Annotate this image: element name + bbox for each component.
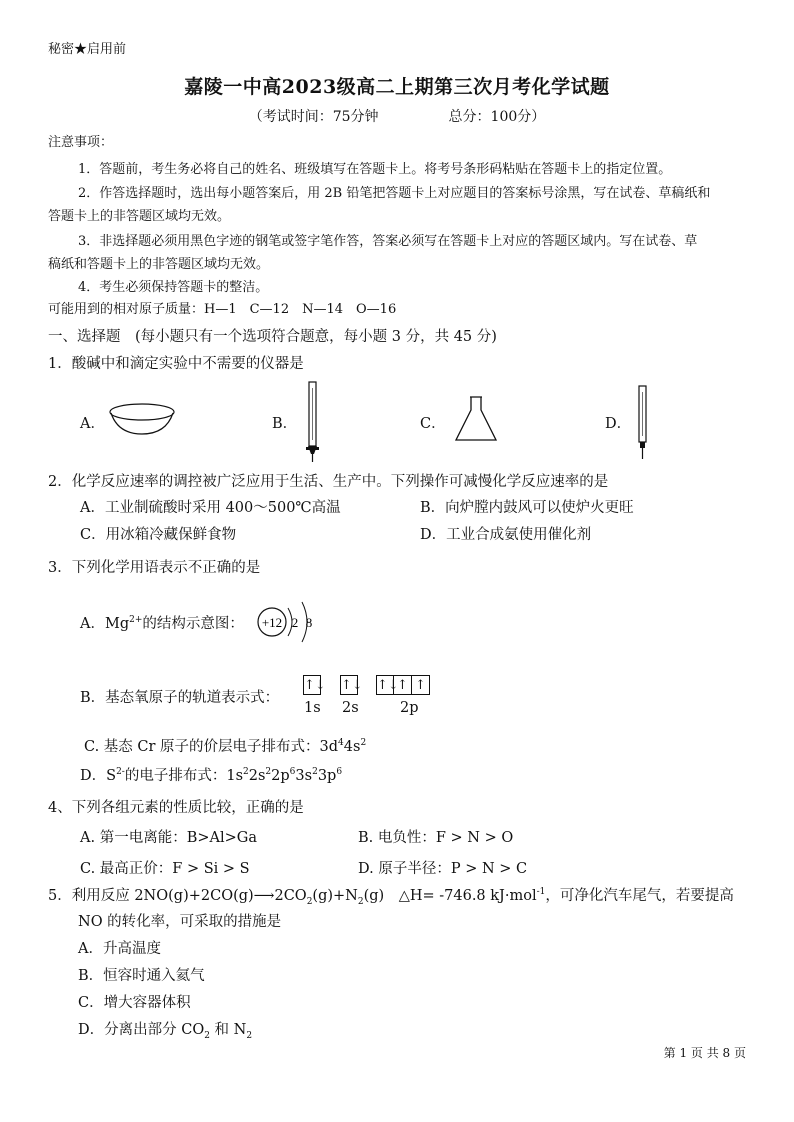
shell-2-electrons: 8 bbox=[305, 615, 313, 630]
notice-item-2: 2．作答选择题时，选出每小题答案后，用 2B 铅笔把答题卡上对应题目的答案标号涂黑，写在试卷、草稿纸和 bbox=[78, 186, 711, 201]
page-number: 第 1 页 共 8 页 bbox=[663, 1046, 746, 1060]
q3-d-c2: 2 bbox=[265, 767, 272, 778]
orbital-box-2s: ↑↓ bbox=[340, 675, 358, 695]
secret-label: 秘密★启用前 bbox=[48, 42, 127, 57]
q2-option-c: C．用冰箱冷藏保鲜食物 bbox=[80, 527, 237, 543]
q4-option-d: D. 原子半径：P > N > C bbox=[358, 861, 528, 877]
q3-option-d bbox=[80, 764, 342, 785]
q3-option-b: B．基态氧原子的轨道表示式： bbox=[80, 690, 280, 706]
q2-option-a: A．工业制硫酸时采用 400～500℃高温 bbox=[80, 500, 341, 516]
notice-item-2-cont: 答题卡上的非答题区域均无效。 bbox=[48, 209, 231, 224]
evaporating-dish-icon bbox=[106, 398, 180, 440]
q3-d-c6: 2 bbox=[312, 767, 318, 778]
q5-stem-dh: (g) △H= -746.8 kJ·mol bbox=[363, 888, 537, 904]
orbital-box-1s: ↑↓ bbox=[303, 675, 321, 695]
q5-sub2: 2 bbox=[357, 896, 364, 907]
exam-score: 总分：100分） bbox=[448, 109, 546, 125]
orbital-2p bbox=[376, 675, 430, 695]
q4-option-c: C. 最高正价：F > Si > S bbox=[80, 861, 250, 877]
q1-option-c: C． bbox=[420, 416, 446, 432]
orbital-1s bbox=[303, 675, 326, 695]
nucleus-charge: +12 bbox=[261, 615, 283, 630]
conical-flask-icon bbox=[452, 394, 500, 444]
q3-d-c3: 2p bbox=[271, 768, 290, 784]
orbital-label-2p: 2p bbox=[400, 700, 419, 716]
q5-stem-line2: NO 的转化率，可采取的措施是 bbox=[78, 914, 282, 930]
q3-d-c1: 2s bbox=[248, 768, 266, 784]
q3-d-c7: 3p bbox=[317, 768, 337, 784]
q3-a-label: A．Mg bbox=[80, 616, 130, 632]
orbital-box-2p-3: ↑ bbox=[412, 675, 430, 695]
q2-option-d: D．工业合成氨使用催化剂 bbox=[420, 527, 592, 543]
page-title: 嘉陵一中高2023级高二上期第三次月考化学试题 bbox=[184, 76, 610, 98]
q5-stem bbox=[48, 884, 734, 905]
q5-option-c: C．增大容器体积 bbox=[78, 995, 191, 1011]
q3-c-sup2: 2 bbox=[360, 738, 367, 749]
q3-d-rest: 的电子排布式：1s bbox=[124, 768, 244, 784]
q4-option-a: A. 第一电离能：B>Al>Ga bbox=[80, 830, 257, 846]
notice-item-3-cont: 稿纸和答题卡上的非答题区域均无效。 bbox=[48, 257, 270, 272]
q5-stem-mid: (g)+N bbox=[312, 888, 358, 904]
q3-d-c5: 3s bbox=[295, 768, 313, 784]
q3-c-mid: 4s bbox=[343, 739, 361, 755]
q2-option-b: B．向炉膛内鼓风可以使炉火更旺 bbox=[420, 500, 634, 516]
q1-option-b: B． bbox=[272, 416, 298, 432]
notice-item-3: 3．非选择题必须用黑色字迹的钢笔或签字笔作答，答案必须写在答题卡上对应的答题区域内。写在试卷、草 bbox=[78, 234, 698, 249]
shell-1-electrons: 2 bbox=[291, 615, 299, 630]
acid-burette-icon bbox=[302, 380, 324, 464]
orbital-box-2p-2: ↑ bbox=[394, 675, 412, 695]
q3-a-rest: 的结构示意图： bbox=[142, 616, 244, 632]
orbital-label-1s: 1s bbox=[304, 700, 321, 716]
orbital-label-2s: 2s bbox=[342, 700, 359, 716]
base-burette-icon bbox=[632, 384, 654, 462]
q3-stem: 3．下列化学用语表示不正确的是 bbox=[48, 560, 261, 576]
atomic-masses: 可能用到的相对原子质量：H—1 C—12 N—14 O—16 bbox=[48, 302, 397, 317]
q4-stem: 4、下列各组元素的性质比较，正确的是 bbox=[48, 800, 304, 816]
q5-option-a: A．升高温度 bbox=[78, 941, 161, 957]
q3-a-sup: 2+ bbox=[129, 615, 143, 626]
q5-d-sub2: 2 bbox=[246, 1030, 253, 1041]
q5-option-b: B．恒容时通入氦气 bbox=[78, 968, 205, 984]
notice-label: 注意事项： bbox=[48, 135, 114, 150]
q3-d-c8: 6 bbox=[336, 767, 343, 778]
orbital-2s bbox=[340, 675, 363, 695]
q5-stem-post: ，可净化汽车尾气，若要提高 bbox=[545, 888, 734, 904]
q5-sup: -1 bbox=[536, 887, 546, 898]
q3-c-text: C. 基态 Cr 原子的价层电子排布式：3d bbox=[84, 739, 339, 755]
notice-item-1: 1．答题前，考生务必将自己的姓名、班级填写在答题卡上。将考号条形码粘贴在答题卡上的指定位置。 bbox=[78, 162, 672, 177]
q3-option-c bbox=[84, 735, 366, 756]
q3-d-c4: 6 bbox=[289, 767, 296, 778]
notice-item-4: 4．考生必须保持答题卡的整洁。 bbox=[78, 280, 269, 295]
section-title: 一、选择题 (每小题只有一个选项符合题意，每小题 3 分，共 45 分) bbox=[48, 329, 497, 345]
q3-d-text: D．S bbox=[80, 768, 117, 784]
q3-option-a bbox=[80, 612, 244, 633]
q5-d-pre: D．分离出部分 CO bbox=[78, 1022, 205, 1038]
q5-stem-pre: 5．利用反应 2NO(g)+2CO(g)⟶2CO bbox=[48, 888, 307, 904]
q2-stem: 2．化学反应速率的调控被广泛应用于生活、生产中。下列操作可减慢化学反应速率的是 bbox=[48, 474, 609, 490]
q3-d-c0: 2 bbox=[243, 767, 249, 778]
orbital-box-2p-1: ↑↓ bbox=[376, 675, 394, 695]
q1-option-a: A． bbox=[80, 416, 105, 432]
mg-structure-diagram bbox=[252, 592, 324, 652]
q5-option-d bbox=[78, 1018, 252, 1039]
exam-time: （考试时间：75分钟 bbox=[248, 109, 379, 125]
q5-d-sub: 2 bbox=[204, 1030, 210, 1041]
q1-option-d: D． bbox=[605, 416, 632, 432]
q4-option-b: B. 电负性：F > N > O bbox=[358, 830, 514, 846]
q5-sub1: 2 bbox=[306, 896, 313, 907]
q1-stem: 1．酸碱中和滴定实验中不需要的仪器是 bbox=[48, 356, 304, 372]
q3-d-sup: 2- bbox=[116, 767, 125, 778]
exam-info bbox=[0, 106, 794, 126]
q3-c-sup1: 4 bbox=[338, 738, 344, 749]
q5-d-mid: 和 N bbox=[209, 1022, 247, 1038]
